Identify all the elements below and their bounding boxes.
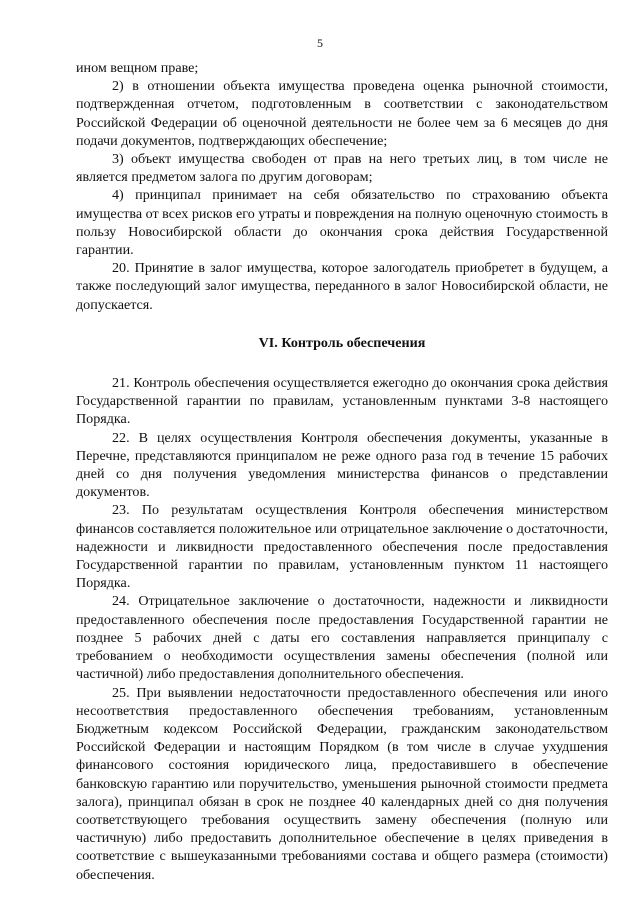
page-number: 5 bbox=[317, 36, 323, 50]
paragraph-continuation: ином вещном праве; bbox=[76, 60, 199, 76]
document-body bbox=[76, 59, 608, 884]
paragraph-item-2: 2) в отношении объекта имущества проведена оценка рыночной стоимости, подтвержденная отчетом, подготовленным в соответствии с законодательством Российской Федерации об оценочной деятельности не более чем за 6 месяцев до дня подачи документов, подтверждающих обеспечение; bbox=[76, 78, 608, 149]
paragraph-20: 20. Принятие в залог имущества, которое залогодатель приобретет в будущем, а также последующий залог имущества, переданного в залог Новосибирской области, не допускается. bbox=[76, 260, 608, 313]
section-title: VI. Контроль обеспечения bbox=[258, 334, 426, 351]
paragraph-item-4: 4) принципал принимает на себя обязательство по страхованию объекта имущества от всех рисков его утраты и повреждения на полную оценочную стоимость в пользу Новосибирской области до окончания срока действия Государственной гарантии. bbox=[76, 187, 608, 259]
paragraph-item-3: 3) объект имущества свободен от прав на него третьих лиц, в том числе не является предметом залога по другим договорам; bbox=[76, 151, 608, 186]
paragraph-21: 21. Контроль обеспечения осуществляется ежегодно до окончания срока действия Государственной гарантии по правилам, установленным пунктами 3-8 настоящего Порядка. bbox=[76, 375, 608, 428]
paragraph-22: 22. В целях осуществления Контроля обеспечения документы, указанные в Перечне, представляются принципалом не реже одного раза год в течение 15 рабочих дней со дня получения уведомления министерства финансов о представлении документов. bbox=[76, 429, 608, 501]
paragraph-25: 25. При выявлении недостаточности предоставленного обеспечения или иного несоответствия предоставленного обеспечения требованиям, установленным Бюджетным кодексом Российской Федерации, гражданским законодательством Российской Федерации и настоящим Порядком (в том числе в случае ухудшения финансового состояния юридического лица, предоставившего в обеспечение банковскую гарантию или поручительство, уменьшения рыночной стоимости предмета залога), принципал обязан в срок не позднее 40 календарных дней со дня получения соответствующего требования осуществить замену обеспечения (полную или частичную) либо предоставить дополнительное обеспечение в целях приведения в соответствие с вышеуказанными требованиями состава и общего размера (стоимости) обеспечения. bbox=[76, 684, 608, 883]
paragraph-24: 24. Отрицательное заключение о достаточности, надежности и ликвидности предоставленного обеспечения после предоставления Государственной гарантии не позднее 5 рабочих дней с даты его составления направляется принципалу с требованием о необходимости осуществления замены обеспечения (полной или частичной) либо предоставления дополнительного обеспечения. bbox=[76, 593, 608, 683]
paragraph-23: 23. По результатам осуществления Контроля обеспечения министерством финансов составляется положительное или отрицательное заключение о достаточности, надежности и ликвидности предоставленного обеспечения после предоставления Государственной гарантии по правилам, установленным пунктом 11 настоящего Порядка. bbox=[76, 502, 608, 592]
